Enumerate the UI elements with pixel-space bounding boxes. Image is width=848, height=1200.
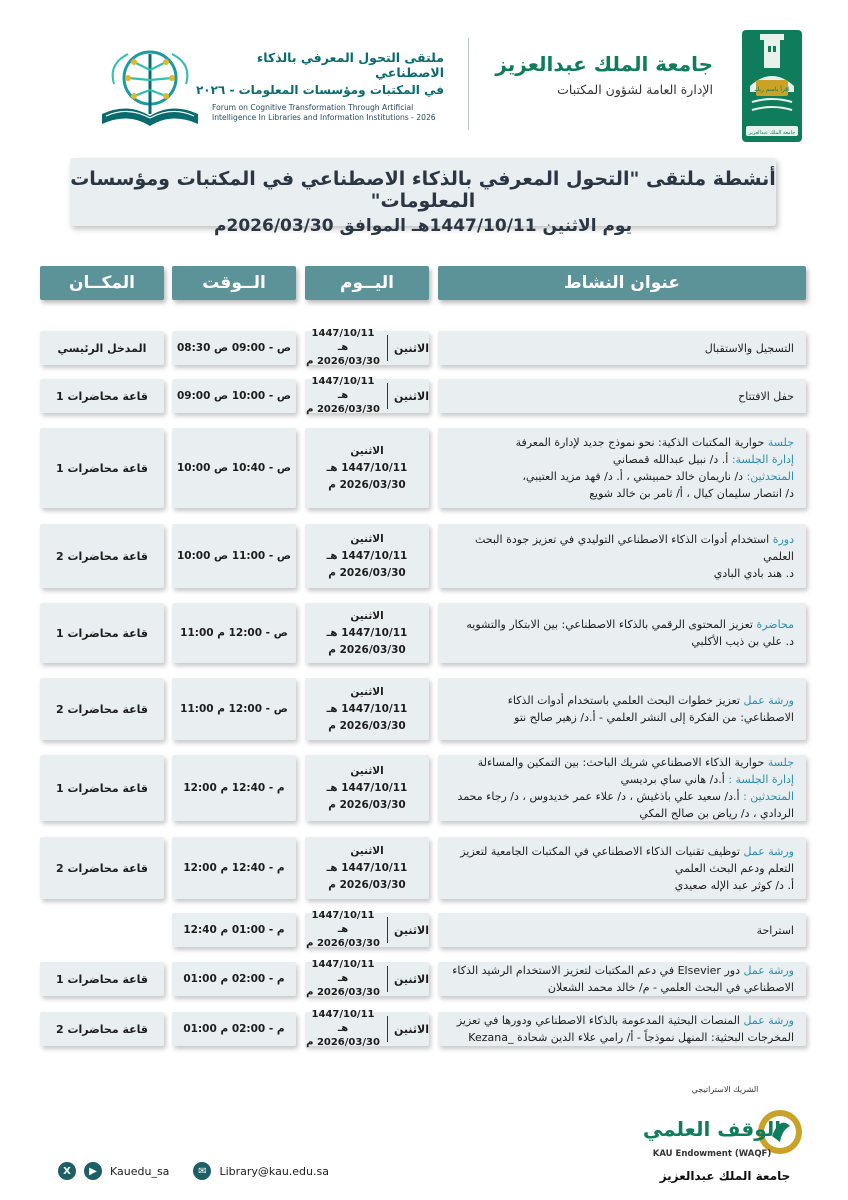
greg-date: 2026/03/30 م <box>328 643 406 656</box>
row-9-place: قاعة محاضرات 1 <box>40 962 164 996</box>
activity-text: د. هند بادي البادي <box>713 566 794 580</box>
logo-motto: اقرأ باسم ربك <box>754 86 790 93</box>
hijri-date: 1447/10/11 هـ <box>311 376 375 401</box>
day-dates <box>305 1008 381 1050</box>
logo-university-label: جامعة الملك عبدالعزيز <box>748 130 796 136</box>
day-separator <box>387 383 388 409</box>
row-9-day <box>305 959 429 998</box>
row-5-day <box>305 678 429 740</box>
day-name: الاثنين <box>394 341 429 355</box>
greg-date: 2026/03/30 م <box>306 356 380 367</box>
activity-text: استخدام أدوات الذكاء الاصطناعي التوليدي في تعزيز جودة البحث <box>474 532 770 546</box>
day-name: الاثنين <box>394 389 429 403</box>
greg-date: 2026/03/30 م <box>306 938 380 949</box>
row-4-day <box>305 603 429 663</box>
university-title-block <box>493 52 713 97</box>
forum-brain-book-icon <box>94 44 206 132</box>
email-address[interactable]: Library@kau.edu.sa <box>219 1164 329 1178</box>
day-dates <box>305 375 381 417</box>
title-line <box>446 1029 794 1046</box>
row-0-day <box>305 328 429 367</box>
row-7-title <box>438 837 806 899</box>
day-separator <box>387 335 388 361</box>
title-line <box>446 616 794 633</box>
greg-date: 2026/03/30 م <box>328 878 406 891</box>
column-header-place: المكــان <box>40 266 164 300</box>
activity-text: د/ انتصار سليمان كيال ، أ/ ثامر بن خالد شويع <box>589 487 794 500</box>
partner-label: الشريك الاستراتيجي <box>691 1085 759 1094</box>
title-line <box>446 843 794 860</box>
activity-kind: المتحدثين: <box>746 470 794 483</box>
column-header-title: عنوان النشاط <box>438 266 806 300</box>
day-stack <box>305 428 429 508</box>
header-divider <box>468 38 469 130</box>
greg-date: 2026/03/30 م <box>328 798 406 811</box>
hijri-date: 1447/10/11 هـ <box>326 626 408 639</box>
row-2-title <box>438 428 806 508</box>
activity-text: التعلم ودعم البحث العلمي <box>674 861 794 875</box>
hijri-date: 1447/10/11 هـ <box>326 702 408 715</box>
greg-date: 2026/03/30 م <box>328 566 406 579</box>
row-3-time: 10:00 ص - 11:00 ص <box>172 524 296 588</box>
day-dates <box>305 958 381 1000</box>
forum-title-en-line1: Forum on Cognitive Transformation Through Artificial <box>212 103 414 112</box>
title-line <box>446 805 794 822</box>
activity-kind: جلسة <box>767 436 794 449</box>
title-line <box>446 548 794 565</box>
greg-date: 2026/03/30 م <box>306 1037 380 1048</box>
hijri-date: 1447/10/11 هـ <box>311 1009 375 1034</box>
activity-kind: ورشة عمل <box>743 844 794 858</box>
day-stack <box>305 837 429 899</box>
day-dates <box>305 327 381 369</box>
title-line <box>446 468 794 485</box>
partner-university: جامعة الملك عبدالعزيز <box>659 1169 791 1183</box>
partner-logo <box>640 1080 810 1190</box>
forum-logo-block <box>94 44 454 140</box>
hijri-date: 1447/10/11 هـ <box>326 861 408 874</box>
row-1-place: قاعة محاضرات 1 <box>40 379 164 413</box>
activity-text: الردادي ، د/ رياض بن صالح المكي <box>639 807 794 820</box>
row-2-day <box>305 428 429 508</box>
activity-text: تعزيز المحتوى الرقمي بالذكاء الاصطناعي: بين الابتكار والتشويه <box>466 618 753 631</box>
day-inline <box>305 328 429 367</box>
page-title-line2: يوم الاثنين 1447/10/11هـ الموافق 2026/03/30م <box>214 216 632 236</box>
row-7-day <box>305 837 429 899</box>
activity-text: حوارية الذكاء الاصطناعي شريك الباحث: بين التمكين والمساءلة <box>477 756 765 769</box>
row-7-time: 12:00 م - 12:40 م <box>172 837 296 899</box>
hijri-date: 1447/10/11 هـ <box>326 549 408 562</box>
row-10-place: قاعة محاضرات 2 <box>40 1012 164 1046</box>
row-10-time: 01:00 م - 02:00 م <box>172 1012 296 1046</box>
day-inline <box>305 959 429 998</box>
activity-text: التسجيل والاستقبال <box>704 341 794 355</box>
row-3-day <box>305 524 429 588</box>
title-line <box>446 451 794 468</box>
row-10-title <box>438 1012 806 1046</box>
title-line <box>446 692 794 709</box>
social-handle[interactable]: Kauedu_sa <box>110 1164 170 1178</box>
greg-date: 2026/03/30 م <box>306 987 380 998</box>
title-line <box>446 388 794 405</box>
hijri-date: 1447/10/11 هـ <box>326 781 408 794</box>
row-1-time: 09:00 ص - 10:00 ص <box>172 379 296 413</box>
activity-text: العلمي <box>763 549 794 563</box>
row-8-title <box>438 913 806 947</box>
activity-text: تعزيز خطوات البحث العلمي باستخدام أدوات الذكاء <box>507 694 740 707</box>
partner-name-en: KAU Endowment (WAQF) <box>652 1149 772 1159</box>
day-stack <box>305 524 429 588</box>
forum-title-text <box>194 50 444 124</box>
row-4-title <box>438 603 806 663</box>
title-line <box>446 922 794 939</box>
forum-title-ar-line1: ملتقى التحول المعرفي بالذكاء الاصطناعي <box>256 50 444 80</box>
activity-kind: دورة <box>772 532 794 546</box>
greg-date: 2026/03/30 م <box>328 719 406 732</box>
hijri-date: 1447/10/11 هـ <box>311 959 375 984</box>
title-line <box>446 788 794 805</box>
column-header-day: اليــوم <box>305 266 429 300</box>
row-9-title <box>438 962 806 996</box>
activity-text: الاصطناعي في البحث العلمي - م/ خالد محمد الشعلان <box>547 981 794 994</box>
activity-text: المنصات البحثية المدعومة بالذكاء الاصطناعي ودورها في تعزيز <box>456 1014 740 1027</box>
day-name: الاثنين <box>350 609 384 622</box>
row-3-place: قاعة محاضرات 2 <box>40 524 164 588</box>
hijri-date: 1447/10/11 هـ <box>311 910 375 935</box>
row-4-time: 11:00 ص - 12:00 م <box>172 603 296 663</box>
day-name: الاثنين <box>350 764 384 777</box>
day-dates <box>305 909 381 951</box>
activity-text: توظيف تقنيات الذكاء الاصطناعي في المكتبات الجامعية لتعزيز <box>460 844 740 858</box>
activity-text: الاصطناعي: من الفكرة إلى النشر العلمي - أ.د/ زهير صالح نتو <box>514 711 794 724</box>
activity-text: د. علي بن ذيب الأكلبي <box>691 635 794 648</box>
day-name: الاثنين <box>350 444 384 457</box>
title-line <box>446 434 794 451</box>
activity-kind: المتحدثين : <box>743 790 794 803</box>
day-inline <box>305 376 429 415</box>
title-line <box>446 565 794 582</box>
greg-date: 2026/03/30 م <box>306 404 380 415</box>
row-10-day <box>305 1009 429 1048</box>
title-line <box>446 485 794 502</box>
page-title <box>70 158 776 236</box>
day-name: الاثنين <box>394 972 429 986</box>
department-name: الإدارة العامة لشؤون المكتبات <box>557 82 713 97</box>
activity-kind: ورشة عمل <box>743 1014 794 1027</box>
greg-date: 2026/03/30 م <box>328 478 406 491</box>
forum-title-en <box>194 103 444 124</box>
forum-title-ar-line2: في المكتبات ومؤسسات المعلومات - ٢٠٢٦ <box>195 83 444 97</box>
row-5-title <box>438 678 806 740</box>
row-0-time: 08:30 ص - 09:00 ص <box>172 331 296 365</box>
row-8-time: 12:40 م - 01:00 م <box>172 913 296 947</box>
row-0-place: المدخل الرئيسي <box>40 331 164 365</box>
title-line <box>446 633 794 650</box>
title-line <box>446 979 794 996</box>
activity-kind: ورشة عمل <box>743 694 794 707</box>
row-2-place: قاعة محاضرات 1 <box>40 428 164 508</box>
header <box>0 20 848 140</box>
day-name: الاثنين <box>350 844 384 857</box>
row-3-title <box>438 524 806 588</box>
activity-kind: إدارة الجلسة: <box>731 453 794 466</box>
activity-text: دور Elsevier في دعم المكتبات لتعزيز الاستخدام الرشيد الذكاء <box>452 964 740 977</box>
kau-logo <box>724 26 820 146</box>
title-line <box>446 1012 794 1029</box>
x-icon[interactable]: X <box>58 1162 76 1180</box>
hijri-date: 1447/10/11 هـ <box>311 328 375 353</box>
day-name: الاثنين <box>394 923 429 937</box>
row-1-day <box>305 376 429 415</box>
day-stack <box>305 755 429 821</box>
title-line <box>446 877 794 894</box>
day-name: الاثنين <box>394 1022 429 1036</box>
youtube-icon[interactable]: ▶ <box>84 1162 102 1180</box>
day-name: الاثنين <box>350 685 384 698</box>
university-name: جامعة الملك عبدالعزيز <box>495 52 713 76</box>
email-icon[interactable]: ✉ <box>193 1162 211 1180</box>
day-inline <box>305 910 429 949</box>
day-separator <box>387 917 388 943</box>
activity-text: حوارية المكتبات الذكية: نحو نموذج جديد لإدارة المعرفة <box>515 436 765 449</box>
title-line <box>446 860 794 877</box>
activity-kind: محاضرة <box>756 618 794 631</box>
title-line <box>446 962 794 979</box>
day-inline <box>305 1009 429 1048</box>
activity-text: أ.د/ هاني ساي برديسي <box>620 773 725 786</box>
hijri-date: 1447/10/11 هـ <box>326 461 408 474</box>
row-2-time: 10:00 ص - 10:40 ص <box>172 428 296 508</box>
row-0-title <box>438 331 806 365</box>
activity-text: أ. د/ كوثر عبد الإله صعيدي <box>674 878 794 892</box>
title-line <box>446 531 794 548</box>
column-header-time: الــوقت <box>172 266 296 300</box>
title-line <box>446 771 794 788</box>
day-name: الاثنين <box>350 532 384 545</box>
row-6-time: 12:00 م - 12:40 م <box>172 755 296 821</box>
day-separator <box>387 966 388 992</box>
page-title-line1: أنشطة ملتقى "التحول المعرفي بالذكاء الاصطناعي في المكتبات ومؤسسات المعلومات" <box>70 168 776 212</box>
title-line <box>446 754 794 771</box>
activity-text: استراحة <box>756 923 794 937</box>
row-9-time: 01:00 م - 02:00 م <box>172 962 296 996</box>
day-stack <box>305 603 429 663</box>
row-6-title <box>438 755 806 821</box>
row-5-time: 11:00 ص - 12:00 م <box>172 678 296 740</box>
activity-kind: إدارة الجلسة : <box>728 773 794 786</box>
row-5-place: قاعة محاضرات 2 <box>40 678 164 740</box>
activity-text: المخرجات البحثية: المنهل نموذجاً - أ/ رامي علاء الدين شحادة _Kezana <box>468 1031 794 1044</box>
row-8-day <box>305 910 429 949</box>
partner-name-ar: الوقف العلمي <box>642 1117 782 1141</box>
activity-text: حفل الافتتاح <box>738 389 794 403</box>
row-6-place: قاعة محاضرات 1 <box>40 755 164 821</box>
day-stack <box>305 678 429 740</box>
title-line <box>446 340 794 357</box>
activity-text: د/ ناريمان خالد حمبيشي ، أ. د/ فهد مزيد العتيبي، <box>522 470 744 483</box>
activity-kind: جلسة <box>767 756 794 769</box>
row-6-day <box>305 755 429 821</box>
title-line <box>446 709 794 726</box>
day-separator <box>387 1016 388 1042</box>
activity-kind: ورشة عمل <box>743 964 794 977</box>
forum-title-en-line2: Intelligence In Libraries and Information Institutions - 2026 <box>212 113 436 123</box>
row-7-place: قاعة محاضرات 2 <box>40 837 164 899</box>
row-1-title <box>438 379 806 413</box>
social-links <box>58 1160 329 1182</box>
activity-text: أ. د/ نبيل عبدالله قمصاني <box>612 453 729 466</box>
row-4-place: قاعة محاضرات 1 <box>40 603 164 663</box>
activity-text: أ.د/ سعيد علي باذغيش ، د/ علاء عمر خديدوس ، د/ رجاء محمد <box>457 790 740 803</box>
